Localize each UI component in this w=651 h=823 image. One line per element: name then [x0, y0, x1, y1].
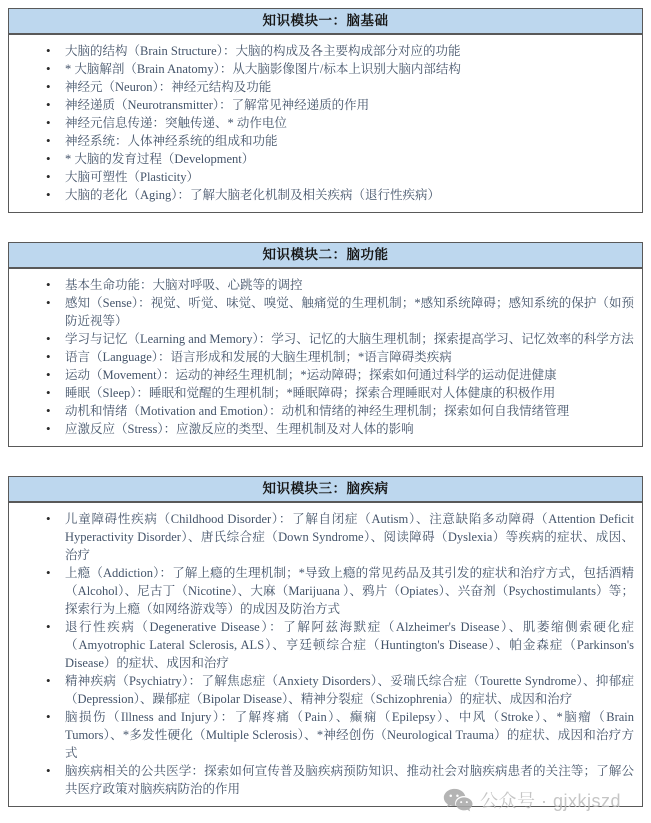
list-item: • 运动（Movement）：运动的神经生理机制；*运动障碍；探索如何通过科学的运动促进健康	[65, 366, 634, 384]
module-title: 知识模块二：脑功能	[9, 243, 642, 269]
module-list	[9, 269, 642, 446]
list-item: • 神经元信息传递：突触传递、* 动作电位	[65, 114, 634, 132]
list-item: • 感知（Sense）：视觉、听觉、味觉、嗅觉、触痛觉的生理机制；*感知系统障碍；感知系统的保护（如预防近视等）	[65, 294, 634, 330]
list-item: • * 大脑解剖（Brain Anatomy）：从大脑影像图片/标本上识别大脑内部结构	[65, 60, 634, 78]
list-item: • 神经递质（Neurotransmitter）：了解常见神经递质的作用	[65, 96, 634, 114]
list-item: • 脑损伤（Illness and Injury）：了解疼痛（Pain）、癫痫（Epilepsy）、中风（Stroke）、*脑瘤（Brain Tumors）、*多发性硬化（Multiple Sclerosis）、*神经创伤（Neurological Trauma）的症状、成因和治疗方式	[65, 708, 634, 762]
module-title: 知识模块三：脑疾病	[9, 477, 642, 503]
list-item: • 儿童障碍性疾病（Childhood Disorder）：了解自闭症（Autism）、注意缺陷多动障碍（Attention Deficit Hyperactivity Disorder）、唐氏综合症（Down Syndrome）、阅读障碍（Dyslexia）等疾病的症状、成因、治疗	[65, 510, 634, 564]
watermark	[443, 787, 621, 813]
list-item: • 退行性疾病（Degenerative Disease）：了解阿兹海默症（Alzheimer's Disease）、肌萎缩侧索硬化症（Amyotrophic Lateral Sclerosis, ALS）、亨廷顿综合症（Huntington's Disease）、帕金森症（Parkinson's Disease）的症状、成因和治疗	[65, 618, 634, 672]
list-item: • 神经系统：人体神经系统的组成和功能	[65, 132, 634, 150]
list-item: • 神经元（Neuron）：神经元结构及功能	[65, 78, 634, 96]
list-item: • 基本生命功能：大脑对呼吸、心跳等的调控	[65, 276, 634, 294]
list-item: • * 大脑的发育过程（Development）	[65, 150, 634, 168]
module-box-brain-diseases	[8, 476, 643, 807]
list-item: • 学习与记忆（Learning and Memory）：学习、记忆的大脑生理机制；探索提高学习、记忆效率的科学方法	[65, 330, 634, 348]
module-box-brain-functions	[8, 242, 643, 447]
module-list	[9, 503, 642, 806]
list-item: • 脑疾病相关的公共医学：探索如何宣传普及脑疾病预防知识、推动社会对脑疾病患者的关注等；了解公共医疗政策对脑疾病防治的作用	[65, 762, 634, 798]
list-item: • 睡眠（Sleep）：睡眠和觉醒的生理机制；*睡眠障碍；探索合理睡眠对人体健康的积极作用	[65, 384, 634, 402]
wechat-icon	[443, 788, 473, 813]
list-item: • 动机和情绪（Motivation and Emotion）：动机和情绪的神经生理机制；探索如何自我情绪管理	[65, 402, 634, 420]
list-item: • 应激反应（Stress）：应激反应的类型、生理机制及对人体的影响	[65, 420, 634, 438]
module-title: 知识模块一：脑基础	[9, 9, 642, 35]
module-box-brain-basics	[8, 8, 643, 213]
list-item: • 大脑的老化（Aging）：了解大脑老化机制及相关疾病（退行性疾病）	[65, 186, 634, 204]
list-item: • 语言（Language）：语言形成和发展的大脑生理机制；*语言障碍类疾病	[65, 348, 634, 366]
list-item: • 精神疾病（Psychiatry）：了解焦虑症（Anxiety Disorders）、妥瑞氏综合症（Tourette Syndrome）、抑郁症（Depression）、躁郁症（Bipolar Disease）、精神分裂症（Schizophrenia）的症状、成因和治疗	[65, 672, 634, 708]
list-item: • 大脑的结构（Brain Structure）：大脑的构成及各主要构成部分对应的功能	[65, 42, 634, 60]
list-item: • 上瘾（Addiction）：了解上瘾的生理机制；*导致上瘾的常见药品及其引发的症状和治疗方式，包括酒精（Alcohol）、尼古丁（Nicotine）、大麻（Marijuana ）、鸦片（Opiates）、兴奋剂（Psychostimulants）等；探索行为上瘾（如网络游戏等）的成因及防治方式	[65, 564, 634, 618]
watermark-text: 公众号 · gjxkjszd	[479, 791, 621, 811]
module-list	[9, 35, 642, 212]
list-item: • 大脑可塑性（Plasticity）	[65, 168, 634, 186]
